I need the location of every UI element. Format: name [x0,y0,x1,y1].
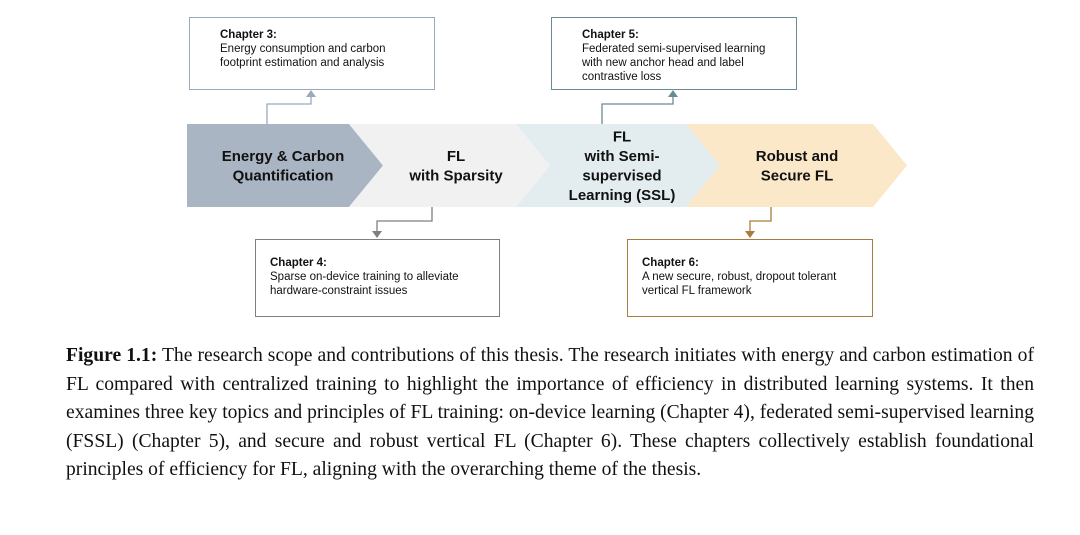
figure-label: Figure 1.1: [66,345,158,366]
stage-fl-sparsity-line: with Sparsity [409,167,503,185]
stage-chevrons [187,124,907,207]
chapter-6-text: A new secure, robust, dropout tolerant vertical FL framework [642,271,837,297]
connector-ch3 [267,95,311,124]
chapter-5-box [551,17,797,90]
connector-ch6 [750,207,771,232]
chapter-5-title: Chapter 5: [582,29,639,41]
caption-text: The research scope and contributions of this thesis. The research initiates with energy and carbon estimation of FL compared with centralized training to highlight the importance of efficiency in distributed learning systems. It then examines three key topics and principles of FL training: on-device learning (Chapter 4), federated semi-supervised learning (FSSL) (Chapter 5), and secure and robust vertical FL (Chapter 6). These chapters collectively establish foundational principles of efficiency for FL, aligning with the overarching theme of the thesis. [66,345,1034,481]
stage-fl-ssl-line: supervised [582,167,662,185]
stage-fl-sparsity-line: FL [446,147,466,165]
arrowhead-ch3 [306,90,316,97]
stage-energy-carbon-line: Quantification [232,167,334,185]
chapter-6-box [627,239,873,317]
chapter-6-title: Chapter 6: [642,257,699,269]
arrowhead-ch6 [745,231,755,238]
chapter-3-box [189,17,435,90]
figure-caption [66,342,1034,485]
chapter-4-title: Chapter 4: [270,257,327,269]
chapter-3-text: Energy consumption and carbon footprint estimation and analysis [220,43,386,69]
arrowhead-ch5 [668,90,678,97]
chapter-4-box [255,239,500,317]
connector-ch5 [602,95,673,124]
stage-robust-secure-line: Robust and [755,147,839,165]
stage-fl-ssl-line: FL [612,128,632,146]
chapter-3-title: Chapter 3: [220,29,277,41]
chapter-5-text: Federated semi-supervised learning with new anchor head and label contrastive loss [582,43,766,83]
arrowhead-ch4 [372,231,382,238]
stage-robust-secure-line: Secure FL [760,167,834,185]
connector-ch4 [377,207,432,232]
stage-fl-ssl-line: Learning (SSL) [568,186,676,204]
stage-fl-ssl-line: with Semi- [584,147,660,165]
stage-energy-carbon-line: Energy & Carbon [221,147,345,165]
chapter-4-text: Sparse on-device training to alleviate hardware-constraint issues [270,271,459,297]
stage-energy-carbon-chevron [187,124,383,207]
